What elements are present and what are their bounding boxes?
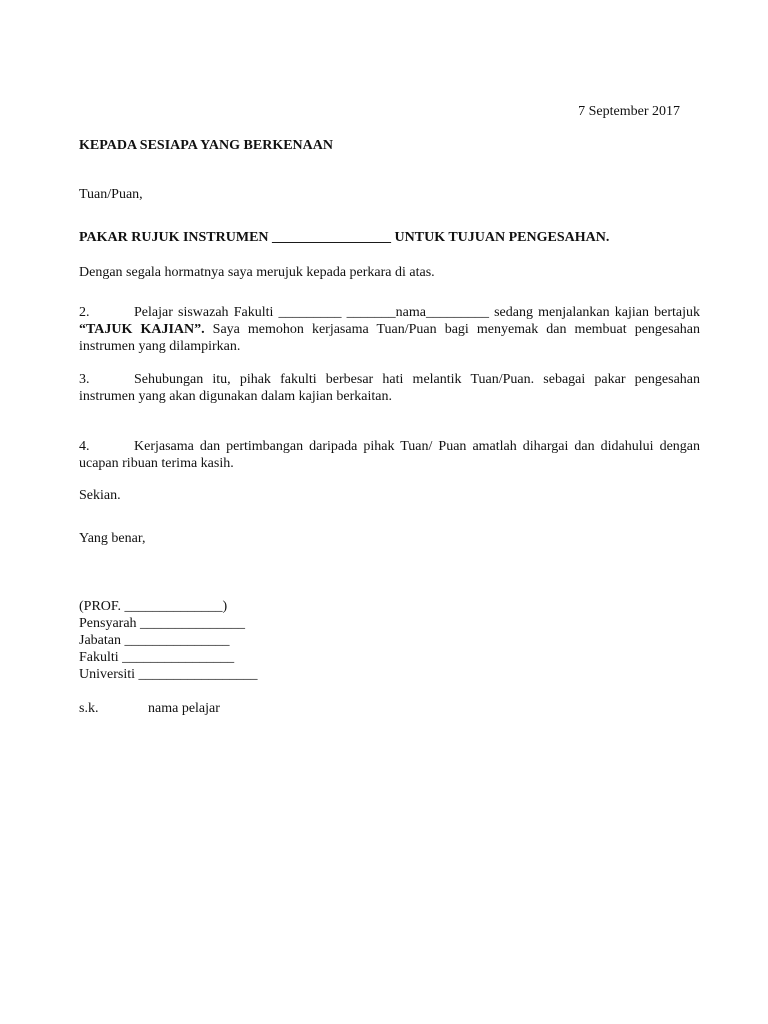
sign-off: Yang benar, xyxy=(79,531,146,546)
letter-date: 7 September 2017 xyxy=(578,104,680,119)
opening-paragraph: Dengan segala hormatnya saya merujuk kepada perkara di atas. xyxy=(79,265,435,280)
signatory-university: Universiti _________________ xyxy=(79,667,258,682)
paragraph-text: Sehubungan itu, pihak fakulti berbesar hati melantik Tuan/Puan. sebagai pakar pengesahan instrumen yang akan digunakan dalam kajian berkaitan. xyxy=(79,372,700,404)
signatory-faculty: Fakulti ________________ xyxy=(79,650,235,665)
signatory-name: (PROF. ______________) xyxy=(79,599,228,614)
signature-block xyxy=(79,598,258,683)
signatory-department: Jabatan _______________ xyxy=(79,633,230,648)
cc-line xyxy=(79,700,220,717)
signatory-position: Pensyarah _______________ xyxy=(79,616,246,631)
paragraph-text: Saya memohon kerjasama Tuan/Puan bagi menyemak dan membuat pengesahan instrumen yang dilampirkan. xyxy=(79,322,700,354)
cc-label: s.k. xyxy=(79,701,99,716)
paragraph-text: Kerjasama dan pertimbangan daripada pihak Tuan/ Puan amatlah dihargai dan didahului dengan ucapan ribuan terima kasih. xyxy=(79,439,700,471)
paragraph-4 xyxy=(79,438,700,472)
addressee: KEPADA SESIAPA YANG BERKENAAN xyxy=(79,138,333,153)
paragraph-text: Pelajar siswazah Fakulti _________ _______nama_________ sedang menjalankan kajian bertajuk xyxy=(134,305,700,320)
subject-line: PAKAR RUJUK INSTRUMEN _________________ UNTUK TUJUAN PENGESAHAN. xyxy=(79,230,610,245)
paragraph-2 xyxy=(79,304,700,355)
paragraph-number: 4. xyxy=(79,439,90,454)
closing: Sekian. xyxy=(79,488,121,503)
paragraph-3 xyxy=(79,371,700,405)
paragraph-number: 3. xyxy=(79,372,90,387)
study-title: “TAJUK KAJIAN”. xyxy=(79,322,205,337)
paragraph-number: 2. xyxy=(79,305,90,320)
cc-value: nama pelajar xyxy=(148,701,220,716)
salutation: Tuan/Puan, xyxy=(79,187,143,202)
